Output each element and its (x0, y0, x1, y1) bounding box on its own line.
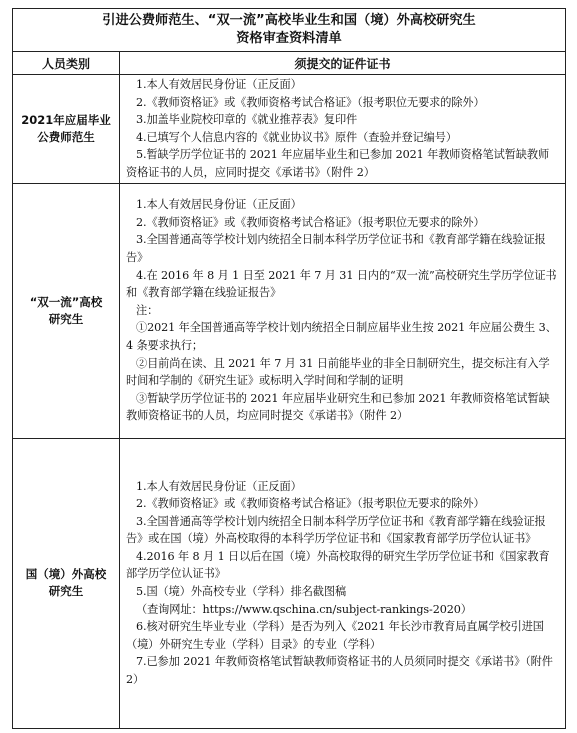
title-line-1: 引进公费师范生、“双一流”高校毕业生和国（境）外高校研究生 (102, 13, 476, 28)
list-item: 3.全国普通高等学校计划内统招全日制本科学历学位证书和《教育部学籍在线验证报告》或在国（境）外高校取得的本科学历学位证书和《国家教育部学历学位认证书》 (126, 514, 546, 546)
list-item: 1.本人有效居民身份证（正反面） (136, 78, 302, 91)
list-item: 3.加盖毕业院校印章的《就业推荐表》复印件 (136, 113, 358, 127)
list-item: 1.本人有效居民身份证（正反面） (136, 479, 302, 493)
list-item: ②目前尚在读、且 2021 年 7 月 31 日前能毕业的非全日制研究生，提交标注有入学时间和学制的《研究生证》或标明入学时间和学制的证明 (126, 356, 550, 388)
list-item: 5.暂缺学历学位证书的 2021 年应届毕业生和已参加 2021 年教师资格笔试暂缺教师资格证书的人员，应同时提交《承诺书》（附件 2） (126, 148, 550, 179)
list-item: 2.《教师资格证》或《教师资格考试合格证》（报考职位无要求的除外） (136, 215, 485, 229)
title-line-2: 资格审查资料清单 (236, 31, 342, 46)
list-item: ③暂缺学历学位证书的 2021 年应届毕业研究生和已参加 2021 年教师资格笔试暂缺教师资格证书的人员，均应同时提交《承诺书》（附件 2） (126, 391, 550, 423)
list-item: 注： (136, 303, 159, 317)
materials-table (12, 8, 566, 729)
list-item: 2.《教师资格证》或《教师资格考试合格证》（报考职位无要求的除外） (136, 497, 485, 511)
title-row (13, 9, 566, 52)
header-row (13, 52, 566, 75)
list-item: 2.《教师资格证》或《教师资格考试合格证》（报考职位无要求的除外） (136, 95, 485, 109)
table-row (13, 75, 566, 184)
list-item: 4.2016 年 8 月 1 日以后在国（境）外高校取得的研究生学历学位证书和《国家教育部学历学位认证书》 (126, 549, 550, 581)
list-item: ①2021 年全国普通高等学校计划内统招全日制应届毕业生按 2021 年应届公费生 3、4 条要求执行； (126, 321, 557, 352)
list-item: 1.本人有效居民身份证（正反面） (136, 198, 302, 212)
list-item: 4.在 2016 年 8 月 1 日至 2021 年 7 月 31 日内的“双一流”高校研究生学历学位证书和《教育部学籍在线验证报告》 (126, 268, 557, 300)
list-item: 6.核对研究生毕业专业（学科）是否为列入《2021 年长沙市教育局直属学校引进国（境）外研究生专业（学科）目录》的专业（学科） (126, 620, 544, 651)
category-cell (13, 75, 120, 184)
category-line: “双一流”高校 (29, 294, 103, 309)
category-line: 研究生 (48, 311, 84, 326)
category-line: 2021年应届毕业 (21, 112, 111, 127)
table-row (13, 438, 566, 728)
category-cell (13, 438, 120, 728)
documents-cell (120, 183, 566, 438)
documents-cell (120, 75, 566, 184)
list-item: （查询网址：https://www.qschina.cn/subject-rankings-2020） (136, 602, 472, 616)
category-line: 公费师范生 (37, 129, 95, 144)
documents-cell (120, 438, 566, 728)
category-line: 研究生 (48, 584, 84, 599)
header-category: 人员类别 (13, 52, 120, 75)
header-documents: 须提交的证件证书 (120, 52, 566, 75)
category-line: 国（境）外高校 (25, 567, 107, 582)
document-title (13, 9, 566, 52)
category-cell (13, 183, 120, 438)
list-item: 7.已参加 2021 年教师资格笔试暂缺教师资格证书的人员须同时提交《承诺书》（附件 2） (126, 655, 553, 687)
list-item: 4.已填写个人信息内容的《就业协议书》原件（查验并登记编号） (136, 130, 457, 144)
list-item: 3.全国普通高等学校计划内统招全日制本科学历学位证书和《教育部学籍在线验证报告》 (126, 233, 546, 264)
table-row (13, 183, 566, 438)
list-item: 5.国（境）外高校专业（学科）排名截图稿 (136, 585, 347, 599)
